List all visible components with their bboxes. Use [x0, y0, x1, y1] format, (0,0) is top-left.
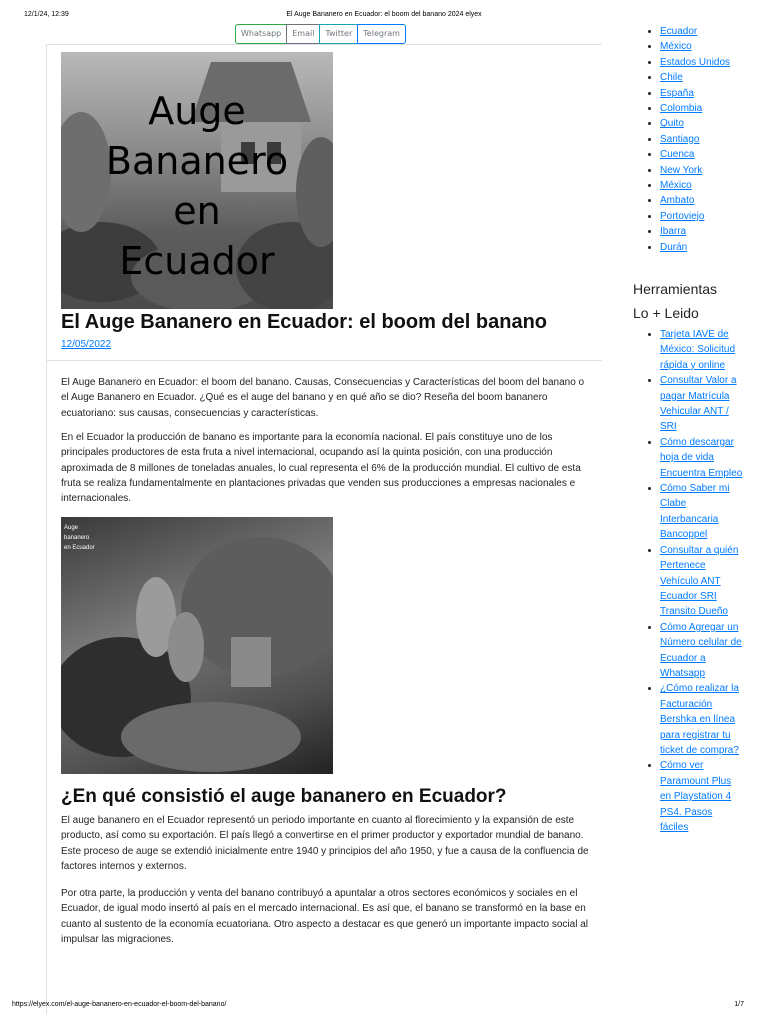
popular-link[interactable]: • Tarjeta IAVE de México: Solicitud rápida y online — [660, 327, 743, 373]
print-footer — [12, 1001, 744, 1011]
figure-caption-line: bananero — [64, 535, 90, 541]
city-link[interactable]: • Durán — [660, 240, 743, 255]
figure-caption — [64, 523, 95, 553]
print-url: https://elyex.com/el-auge-bananero-en-ecuador-el-boom-del-banano/ — [12, 1001, 227, 1008]
figure-caption-line: Auge — [64, 525, 79, 531]
article-date-link[interactable]: 12/05/2022 — [61, 339, 112, 350]
sidebar-heading-popular: Lo + Leido — [633, 305, 699, 321]
city-link[interactable]: • Colombia — [660, 101, 743, 116]
popular-link[interactable]: • Consultar Valor a pagar Matrícula Vehicular ANT / SRI — [660, 373, 743, 435]
city-link[interactable]: • Ibarra — [660, 224, 743, 239]
print-timestamp: 12/1/24, 12:39 — [24, 11, 69, 18]
section-heading: ¿En qué consistió el auge bananero en Ecuador? — [61, 786, 507, 807]
popular-link[interactable]: • Cómo ver Paramount Plus en Playstation 4 PS4. Pasos fáciles — [660, 758, 743, 835]
city-link[interactable]: • Ambato — [660, 193, 743, 208]
city-link-list — [633, 24, 743, 255]
popular-link[interactable]: • ¿Cómo realizar la Facturación Bershka en línea para registrar tu ticket de compra? — [660, 681, 743, 758]
hero-image — [61, 52, 333, 309]
sidebar-heading-tools: Herramientas — [633, 281, 718, 297]
article-title: El Auge Bananero en Ecuador: el boom del banano — [61, 311, 547, 333]
print-header — [24, 11, 744, 23]
article-intro: El Auge Bananero en Ecuador: el boom del banano. Causas, Consecuencias y Características del boom del banano o el Auge Bananero en Ecuador. ¿Qué es el auge del banano y en qué año se dio? Reseña del boom bananero ecuatoriano: sus causas, consecuencias y características. — [61, 377, 585, 419]
share-telegram-button[interactable]: Telegram — [357, 24, 406, 44]
print-page-number: 1/7 — [734, 1001, 744, 1008]
share-buttons — [235, 24, 406, 44]
popular-link-list — [633, 327, 743, 835]
article-paragraph: El auge bananero en el Ecuador representó un periodo importante en cuanto al florecimiento y la expansión de este producto, así como su exportación. El país llegó a convertirse en el primer productor y exportador mundial de banano. Este proceso de auge se extendió inicialmente entre 1940 y principios del año 1950, y fue a causa de la confluencia de factores internos y externos. — [61, 815, 589, 872]
hero-title-line: Bananero — [105, 139, 289, 183]
popular-link[interactable]: • Cómo Agregar un Número celular de Ecuador a Whatsapp — [660, 620, 743, 682]
share-whatsapp-button[interactable]: Whatsapp — [235, 24, 286, 44]
figure-caption-line: en Ecuador — [64, 545, 95, 551]
hero-title-line: Ecuador — [119, 239, 275, 283]
city-link[interactable]: • Ecuador — [660, 24, 743, 39]
city-link[interactable]: • Cuenca — [660, 147, 743, 162]
city-link[interactable]: • México — [660, 39, 743, 54]
city-link[interactable]: • Quito — [660, 116, 743, 131]
hero-title — [61, 86, 333, 286]
city-link[interactable]: • España — [660, 86, 743, 101]
share-twitter-button[interactable]: Twitter — [319, 24, 357, 44]
popular-link[interactable]: • Consultar a quién Pertenece Vehículo ANT Ecuador SRI Transito Dueño — [660, 543, 743, 620]
city-link[interactable]: • New York — [660, 163, 743, 178]
city-link[interactable]: • Portoviejo — [660, 209, 743, 224]
city-link[interactable]: • Chile — [660, 70, 743, 85]
popular-link[interactable]: • Cómo descargar hoja de vida Encuentra Empleo — [660, 435, 743, 481]
article-card — [46, 44, 602, 1014]
hero-title-line: Auge — [148, 89, 246, 133]
city-link[interactable]: • Estados Unidos — [660, 55, 743, 70]
share-email-button[interactable]: Email — [286, 24, 319, 44]
figure-workers-illustration — [61, 517, 333, 774]
article-figure — [61, 517, 333, 774]
print-page-title: El Auge Bananero en Ecuador: el boom del banano 2024 elyex — [286, 11, 482, 18]
hero-title-line: en — [173, 189, 221, 233]
popular-link[interactable]: • Cómo Saber mi Clabe Interbancaria Bancoppel — [660, 481, 743, 543]
article-paragraph: Por otra parte, la producción y venta del banano contribuyó a apuntalar a otros sectores económicos y sociales en el Ecuador, de igual modo insertó al país en el mercado internacional. Es así que, el banano se transformó en la base en cuanto al sustento de la economía ecuatoriana. Otro aspecto a destacar es que generó un importante impacto social al impulsar las migraciones. — [61, 888, 588, 945]
city-link[interactable]: • Santiago — [660, 132, 743, 147]
article-header — [47, 45, 602, 361]
article-paragraph: En el Ecuador la producción de banano es importante para la economía nacional. El país constituye uno de los principales productores de esta fruta a nivel internacional, ocupando así la quinta posición, con una producción aproximada de 8 millones de toneladas anuales, lo cual representa el 6% de la producción mundial. El cultivo de esta fruta se realiza fundamentalmente en plantaciones privadas que venden sus producciones a empresas nacionales e internacionales. — [61, 432, 581, 505]
city-link[interactable]: • México — [660, 178, 743, 193]
